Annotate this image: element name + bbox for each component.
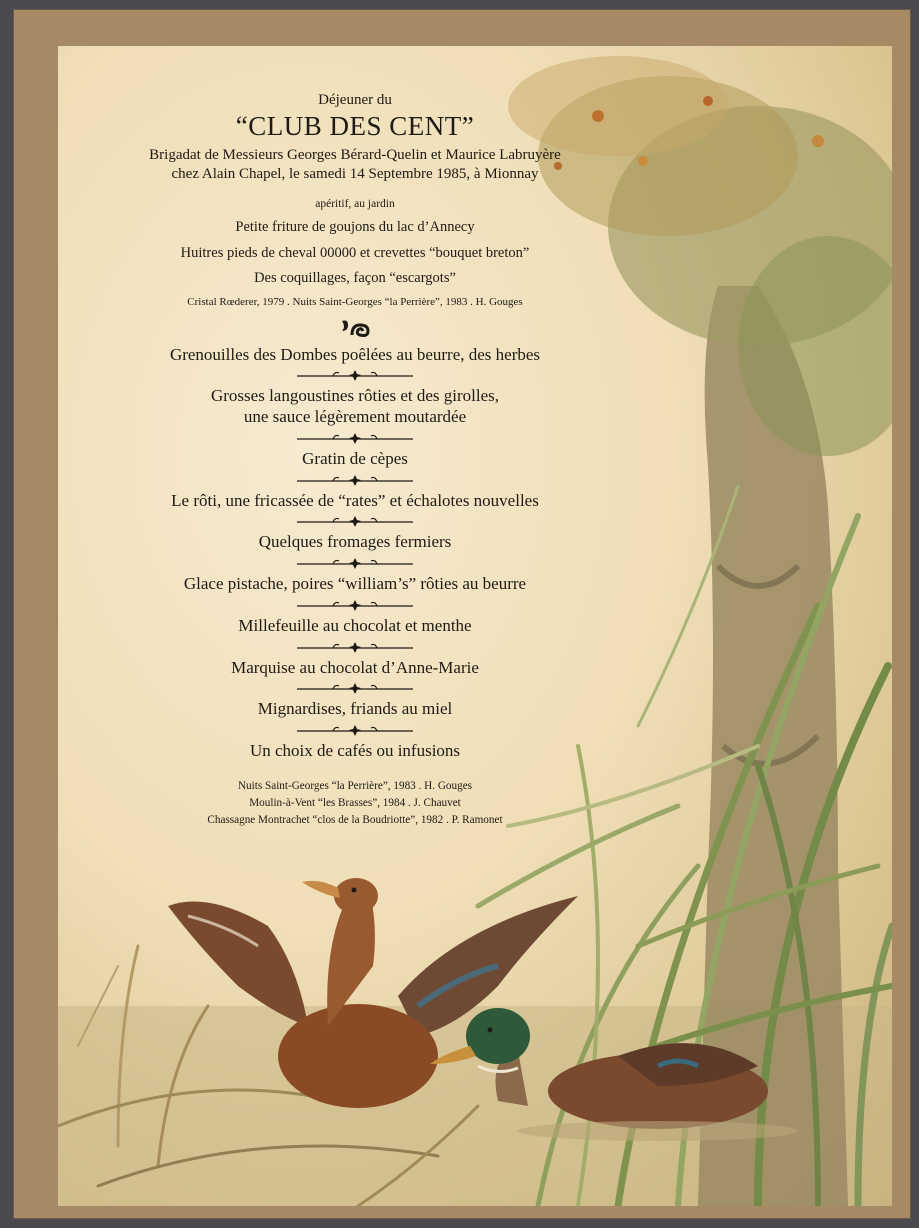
course-item: Grosses langoustines rôties et des girolles, [210,386,499,406]
separator-ornament-icon [295,599,415,611]
menu-text [108,92,602,830]
club-title: “CLUB DES CENT” [235,111,475,142]
course-item: une sauce légèrement moutardée [243,407,467,427]
menu-card [14,10,910,1218]
course-item: Grenouilles des Dombes poêlées au beurre, des herbes [169,344,541,364]
course-item: Gratin de cèpes [302,448,408,468]
wine-item: Moulin-à-Vent “les Brasses”, 1984 . J. Chauvet [249,797,461,810]
separator-ornament-icon [295,682,415,694]
venue-date-line: chez Alain Chapel, le samedi 14 Septembre 1985, à Mionnay [171,166,539,183]
separator-ornament-icon [295,432,415,444]
aperitif-item: Huitres pieds de cheval 00000 et crevettes “bouquet breton” [180,244,530,261]
wine-item: Nuits Saint-Georges “la Perrière”, 1983 . H. Gouges [237,779,473,792]
course-item: Marquise au chocolat d’Anne-Marie [231,657,479,677]
aperitif-item: Des coquillages, façon “escargots” [254,270,456,287]
wine-item: Chassagne Montrachet “clos de la Boudriotte”, 1982 . P. Ramonet [207,814,503,827]
illustrated-plate [58,46,892,1206]
aperitif-item: Petite friture de goujons du lac d’Annecy [235,219,475,236]
course-item: Glace pistache, poires “william’s” rôties au beurre [183,574,527,594]
separator-ornament-icon [295,724,415,736]
fleuron-ornament-icon [338,317,372,339]
separator-ornament-icon [295,641,415,653]
wine-list [108,778,602,830]
separator-ornament-icon [295,557,415,569]
course-item: Millefeuille au chocolat et menthe [238,615,472,635]
course-item: Un choix de cafés ou infusions [249,741,461,761]
dejeuner-heading: Déjeuner du [318,92,392,108]
aperitif-label: apéritif, au jardin [315,197,395,210]
aperitif-wine: Cristal Rœderer, 1979 . Nuits Saint-Georges “la Perrière”, 1983 . H. Gouges [187,296,523,309]
brigadat-line: Brigadat de Messieurs Georges Bérard-Quelin et Maurice Labruyère [149,147,561,164]
course-item: Le rôti, une fricassée de “rates” et échalotes nouvelles [171,490,539,510]
separator-ornament-icon [295,515,415,527]
separator-ornament-icon [295,369,415,381]
separator-ornament-icon [295,474,415,486]
course-item: Mignardises, friands au miel [257,699,453,719]
course-item: Quelques fromages fermiers [258,532,452,552]
